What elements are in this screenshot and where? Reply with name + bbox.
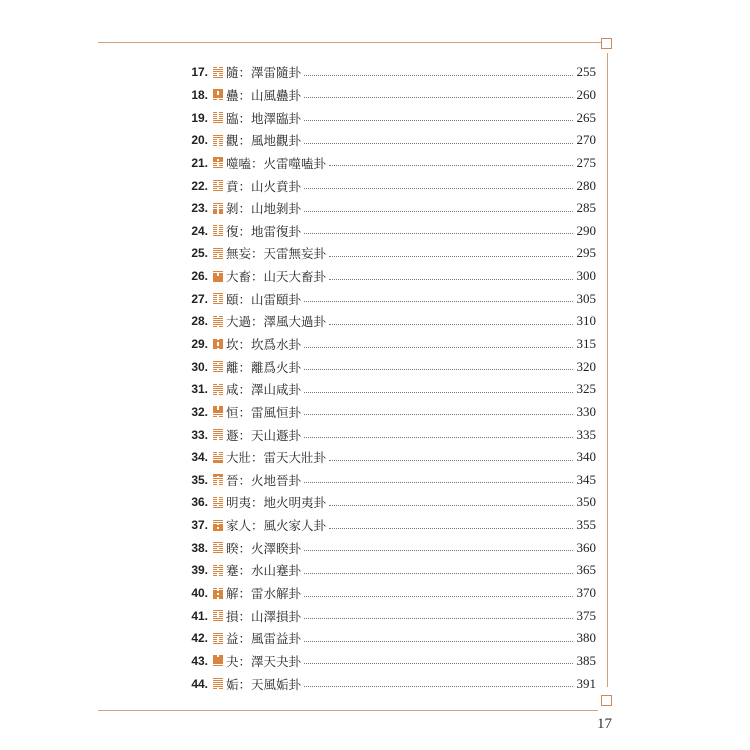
- entry-page-number: 265: [576, 109, 596, 125]
- toc-entry[interactable]: [186, 423, 596, 446]
- hexagram-icon: [213, 587, 223, 599]
- right-rule: [607, 53, 608, 687]
- entry-title: 明夷：地火明夷卦: [226, 495, 327, 511]
- entry-page-number: 255: [576, 64, 596, 80]
- entry-page-number: 340: [576, 449, 596, 465]
- entry-number: 43.: [191, 653, 208, 668]
- hexagram-icon: [213, 519, 223, 531]
- toc-entry[interactable]: [186, 514, 596, 537]
- entry-number: 18.: [191, 87, 208, 102]
- entry-page-number: 315: [576, 336, 596, 351]
- page-number: 17: [597, 716, 612, 732]
- entry-number: 32.: [191, 404, 208, 419]
- entry-page-number: 295: [576, 245, 596, 261]
- dot-leader: [304, 143, 573, 144]
- dot-leader: [304, 641, 573, 642]
- entry-title: 家人：風火家人卦: [226, 518, 327, 534]
- entry-page-number: 360: [576, 539, 596, 555]
- entry-number: 24.: [191, 223, 208, 238]
- entry-title: 復：地雷復卦: [226, 223, 302, 239]
- toc-entry[interactable]: [186, 469, 596, 492]
- dot-leader: [304, 414, 573, 415]
- dot-leader: [329, 460, 573, 461]
- hexagram-icon: [213, 247, 223, 259]
- corner-square-bottom: [601, 695, 612, 706]
- entry-number: 28.: [191, 314, 208, 329]
- hexagram-icon: [213, 474, 223, 486]
- entry-title: 大畜：山天大畜卦: [226, 269, 327, 285]
- hexagram-icon: [213, 542, 223, 554]
- dot-leader: [329, 528, 573, 529]
- entry-title: 賁：山火賁卦: [226, 178, 302, 194]
- dot-leader: [329, 279, 573, 280]
- dot-leader: [304, 211, 573, 212]
- hexagram-icon: [213, 564, 223, 576]
- hexagram-icon: [213, 451, 223, 463]
- dot-leader: [329, 165, 573, 166]
- toc-entry[interactable]: [186, 106, 596, 129]
- entry-number: 41.: [191, 608, 208, 623]
- toc-entry[interactable]: [186, 672, 596, 695]
- entry-title: 離：離爲火卦: [226, 359, 302, 375]
- dot-leader: [304, 75, 573, 76]
- entry-number: 34.: [191, 450, 208, 465]
- entry-title: 坎：坎爲水卦: [226, 337, 302, 352]
- hexagram-icon: [213, 655, 223, 667]
- toc-entry[interactable]: [186, 242, 596, 265]
- toc-entry[interactable]: [186, 559, 596, 582]
- entry-number: 30.: [191, 359, 208, 374]
- toc-entry[interactable]: [186, 401, 596, 424]
- toc-entry[interactable]: [186, 129, 596, 152]
- toc-entry[interactable]: [186, 650, 596, 673]
- hexagram-icon: [213, 383, 223, 395]
- entry-title: 蹇：水山蹇卦: [226, 563, 302, 579]
- toc-entry[interactable]: [186, 582, 596, 605]
- entry-page-number: 270: [576, 132, 596, 148]
- toc-entry[interactable]: [186, 378, 596, 401]
- hexagram-icon: [213, 315, 223, 327]
- entry-number: 26.: [191, 269, 208, 284]
- entry-page-number: 370: [576, 585, 596, 601]
- entry-title: 姤：天風姤卦: [226, 676, 302, 692]
- dot-leader: [304, 596, 573, 597]
- table-of-contents: [186, 61, 596, 695]
- dot-leader: [304, 663, 573, 664]
- dot-leader: [304, 301, 573, 302]
- toc-entry[interactable]: [186, 536, 596, 559]
- entry-number: 21.: [191, 155, 208, 170]
- hexagram-icon: [213, 180, 223, 192]
- toc-entry[interactable]: [186, 287, 596, 310]
- hexagram-icon: [213, 66, 223, 78]
- entry-title: 噬嗑：火雷噬嗑卦: [226, 155, 327, 171]
- entry-number: 33.: [191, 427, 208, 442]
- hexagram-icon: [213, 338, 223, 350]
- toc-entry[interactable]: [186, 265, 596, 288]
- entry-page-number: 345: [576, 471, 596, 487]
- entry-title: 臨：地澤臨卦: [226, 110, 302, 126]
- hexagram-icon: [213, 610, 223, 622]
- entry-title: 大壯：雷天大壯卦: [226, 450, 327, 466]
- entry-page-number: 275: [576, 154, 596, 170]
- entry-page-number: 330: [576, 403, 596, 419]
- dot-leader: [304, 120, 573, 121]
- entry-page-number: 310: [576, 313, 596, 329]
- toc-entry[interactable]: [186, 446, 596, 469]
- entry-number: 20.: [191, 133, 208, 148]
- entry-title: 損：山澤損卦: [226, 608, 302, 624]
- dot-leader: [304, 437, 573, 438]
- dot-leader: [304, 573, 573, 574]
- hexagram-icon: [213, 429, 223, 441]
- entry-title: 解：雷水解卦: [226, 586, 302, 602]
- entry-page-number: 355: [576, 517, 596, 533]
- dot-leader: [304, 482, 573, 483]
- entry-number: 23.: [191, 201, 208, 216]
- entry-page-number: 385: [576, 652, 596, 668]
- dot-leader: [304, 686, 573, 687]
- entry-page-number: 305: [576, 290, 596, 306]
- hexagram-icon: [213, 270, 223, 282]
- dot-leader: [304, 618, 573, 619]
- hexagram-icon: [213, 202, 223, 214]
- entry-number: 42.: [191, 631, 208, 646]
- entry-title: 剝：山地剝卦: [226, 201, 302, 217]
- hexagram-icon: [213, 225, 223, 237]
- hexagram-icon: [213, 496, 223, 508]
- entry-title: 頤：山雷頤卦: [226, 291, 302, 307]
- dot-leader: [329, 324, 573, 325]
- entry-page-number: 365: [576, 562, 596, 578]
- entry-page-number: 280: [576, 177, 596, 193]
- entry-title: 睽：火澤睽卦: [226, 540, 302, 556]
- toc-entry[interactable]: [186, 310, 596, 333]
- hexagram-icon: [213, 406, 223, 418]
- entry-page-number: 380: [576, 630, 596, 646]
- corner-square-top: [601, 38, 612, 49]
- entry-page-number: 320: [576, 358, 596, 374]
- toc-entry[interactable]: [186, 219, 596, 242]
- entry-title: 遯：天山遯卦: [226, 427, 302, 443]
- entry-number: 22.: [191, 178, 208, 193]
- dot-leader: [304, 233, 573, 234]
- dot-leader: [329, 256, 573, 257]
- entry-number: 35.: [191, 472, 208, 487]
- dot-leader: [304, 347, 573, 348]
- entry-page-number: 260: [576, 86, 596, 102]
- entry-page-number: 285: [576, 200, 596, 216]
- entry-title: 咸：澤山咸卦: [226, 382, 302, 398]
- toc-entry[interactable]: [186, 197, 596, 220]
- entry-title: 恒：雷風恒卦: [226, 404, 302, 420]
- dot-leader: [329, 505, 573, 506]
- toc-entry[interactable]: [186, 491, 596, 514]
- hexagram-icon: [213, 678, 223, 690]
- entry-page-number: 290: [576, 222, 596, 238]
- entry-number: 39.: [191, 563, 208, 578]
- entry-title: 益：風雷益卦: [226, 631, 302, 647]
- toc-entry[interactable]: [186, 84, 596, 107]
- entry-number: 31.: [191, 382, 208, 397]
- hexagram-icon: [213, 157, 223, 169]
- entry-page-number: 300: [576, 268, 596, 284]
- toc-entry[interactable]: [186, 604, 596, 627]
- dot-leader: [304, 188, 573, 189]
- entry-title: 晉：火地晉卦: [226, 472, 302, 488]
- entry-number: 29.: [191, 337, 208, 351]
- bottom-rule: [98, 710, 598, 711]
- toc-entry[interactable]: [186, 61, 596, 84]
- top-rule: [98, 42, 602, 43]
- toc-entry[interactable]: [186, 152, 596, 175]
- toc-entry[interactable]: [186, 627, 596, 650]
- hexagram-icon: [213, 112, 223, 124]
- hexagram-icon: [213, 632, 223, 644]
- hexagram-icon: [213, 293, 223, 305]
- entry-page-number: 350: [576, 494, 596, 510]
- entry-number: 38.: [191, 540, 208, 555]
- dot-leader: [304, 392, 573, 393]
- hexagram-icon: [213, 361, 223, 373]
- toc-entry[interactable]: [186, 333, 596, 356]
- entry-number: 40.: [191, 586, 208, 601]
- entry-number: 37.: [191, 518, 208, 533]
- entry-page-number: 325: [576, 381, 596, 397]
- entry-title: 夬：澤天夬卦: [226, 653, 302, 669]
- hexagram-icon: [213, 134, 223, 146]
- entry-title: 無妄：天雷無妄卦: [226, 246, 327, 262]
- toc-entry[interactable]: [186, 355, 596, 378]
- entry-number: 17.: [191, 65, 208, 80]
- entry-page-number: 391: [576, 675, 596, 691]
- entry-number: 27.: [191, 291, 208, 306]
- dot-leader: [304, 550, 573, 551]
- entry-title: 大過：澤風大過卦: [226, 314, 327, 330]
- entry-title: 觀：風地觀卦: [226, 133, 302, 149]
- entry-number: 19.: [191, 110, 208, 125]
- entry-number: 36.: [191, 495, 208, 510]
- entry-page-number: 335: [576, 426, 596, 442]
- entry-page-number: 375: [576, 607, 596, 623]
- dot-leader: [304, 97, 573, 98]
- dot-leader: [304, 369, 573, 370]
- entry-title: 蠱：山風蠱卦: [226, 87, 302, 103]
- entry-number: 25.: [191, 246, 208, 261]
- hexagram-icon: [213, 89, 223, 101]
- entry-number: 44.: [191, 676, 208, 691]
- toc-entry[interactable]: [186, 174, 596, 197]
- entry-title: 隨：澤雷隨卦: [226, 65, 302, 81]
